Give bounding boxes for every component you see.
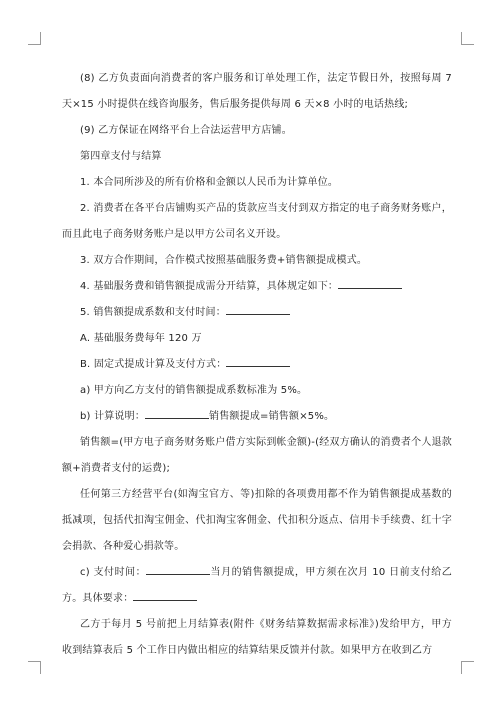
fixed-commission-text: B. 固定式提成计算及支付方式： <box>80 359 227 370</box>
paragraph-fixed-commission <box>62 352 452 378</box>
paragraph-cooperation-model: 3. 双方合作期间，合作模式按照基础服务费+销售额提成模式。 <box>80 255 368 266</box>
paragraph-payment-account: 2. 消费者在各平台店铺购买产品的货款应当支付到双方指定的电子商务财务账户，而且此电子商务财务账户是以甲方公司名义开设。 <box>62 203 452 240</box>
paragraph-sales-definition: 销售额=(甲方电子商务财务账户借方实际到帐金额)-(经双方确认的消费者个人退款额+消费者支付的运费); <box>62 437 452 474</box>
blank-line <box>226 304 290 315</box>
chapter-heading: 第四章支付与结算 <box>80 151 162 162</box>
blank-line <box>338 278 402 289</box>
calculation-label: b) 计算说明： <box>80 411 146 422</box>
commission-coefficient-text: 5. 销售额提成系数和支付时间： <box>80 307 226 318</box>
paragraph-third-party-fees: 任何第三方经营平台(如淘宝官方、等)扣除的各项费用都不作为销售额提成基数的抵减项，包括代扣淘宝佣金、代扣淘宝客佣金、代扣积分返点、信用卡手续费、红十字会捐款、各种爱心捐款等。 <box>62 489 452 552</box>
crop-mark-bottom-right <box>461 661 474 674</box>
crop-mark-top-left <box>28 32 41 45</box>
paragraph-customer-service: (8) 乙方负责面向消费者的客户服务和订单处理工作，法定节假日外，按照每周 7 天×15 小时提供在线咨询服务，售后服务提供每周 6 天×8 小时的电话热线; <box>62 73 452 110</box>
paragraph-calculation <box>62 404 452 430</box>
blank-line <box>146 564 210 575</box>
crop-mark-top-right <box>461 32 474 45</box>
paragraph-commission-coefficient <box>62 300 452 326</box>
payment-time-label: c) 支付时间： <box>80 567 147 578</box>
paragraph-monthly-statement: 乙方于每月 5 号前把上月结算表(附件《财务结算数据需求标准》)发给甲方，甲方收到结算表后 5 个工作日内做出相应的结算结果反馈并付款。如果甲方在收到乙方 <box>62 619 452 656</box>
blank-line <box>145 408 209 419</box>
paragraph-commission-rate: a) 甲方向乙方支付的销售额提成系数标准为 5%。 <box>80 385 308 396</box>
paragraph-settlement-rules <box>62 274 452 300</box>
paragraph-payment-time <box>62 560 452 612</box>
calculation-formula: 销售额提成=销售额×5%。 <box>209 411 335 422</box>
paragraph-legal-operation: (9) 乙方保证在网络平台上合法运营甲方店铺。 <box>80 125 292 136</box>
payment-time-text: 当月的销售额提成，甲方须在次月 10 日前支付给乙方。具体要求： <box>62 567 452 604</box>
settlement-rules-text: 4. 基础服务费和销售额提成需分开结算，具体规定如下： <box>80 281 339 292</box>
paragraph-currency: 1. 本合同所涉及的所有价格和金额以人民币为计算单位。 <box>80 177 339 188</box>
crop-mark-bottom-left <box>28 661 41 674</box>
blank-line <box>133 590 197 601</box>
blank-line <box>226 356 290 367</box>
document-body <box>62 66 452 664</box>
paragraph-base-fee: A. 基础服务费每年 120 万 <box>80 333 202 344</box>
